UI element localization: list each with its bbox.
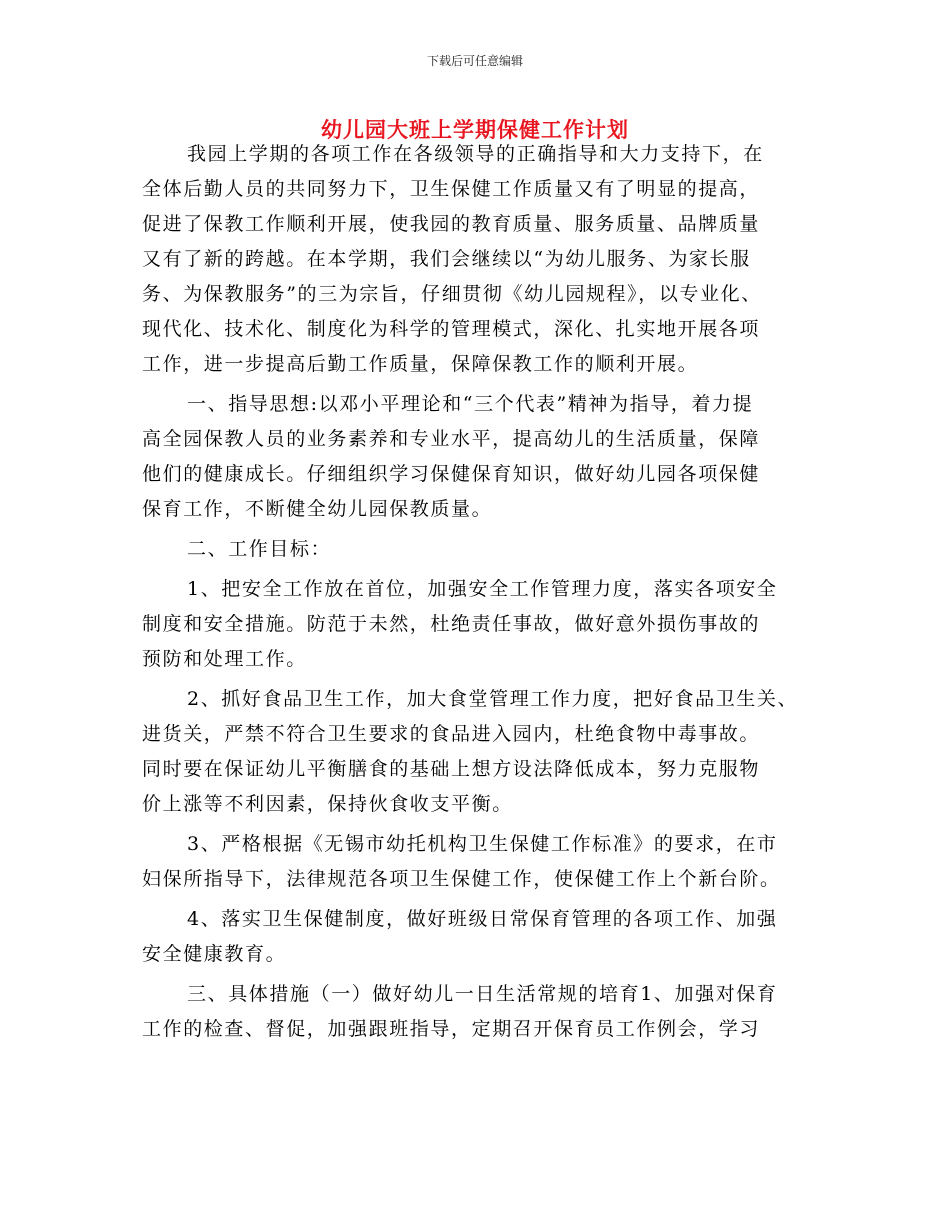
body-line: 4、落实卫生保健制度，做好班级日常保育管理的各项工作、加强 [187,908,778,930]
body-line: 高全园保教人员的业务素养和专业水平，提高幼儿的生活质量，保障 [142,428,761,450]
body-line: 预防和处理工作。 [142,648,307,670]
body-line: 工作，进一步提高后勤工作质量，保障保教工作的顺利开展。 [142,353,699,375]
header-note: 下载后可任意编辑 [426,54,523,68]
body-line: 同时要在保证幼儿平衡膳食的基础上想方设法降低成本，努力克服物 [142,758,761,780]
body-line: 一、指导思想:以邓小平理论和“三个代表”精神为指导，着力提 [187,393,754,415]
document-title: 幼儿园大班上学期保健工作计划 [321,117,629,142]
body-line: 他们的健康成长。仔细组织学习保健保育知识，做好幼儿园各项保健 [142,463,761,485]
body-line: 价上涨等不利因素，保持伙食收支平衡。 [142,793,513,815]
body-line: 促进了保教工作顺利开展，使我园的教育质量、服务质量、品牌质量 [142,213,761,235]
body-line: 又有了新的跨越。在本学期，我们会继续以“为幼儿服务、为家长服 [142,248,751,270]
body-line: 保育工作，不断健全幼儿园保教质量。 [142,498,493,520]
body-line: 我园上学期的各项工作在各级领导的正确指导和大力支持下，在 [187,143,764,165]
body-line: 三、具体措施（一）做好幼儿一日生活常规的培育1、加强对保育 [187,983,778,1005]
body-line: 进货关，严禁不符合卫生要求的食品进入园内，杜绝食物中毒事故。 [142,723,761,745]
body-line: 工作的检查、督促，加强跟班指导，定期召开保育员工作例会，学习 [142,1018,761,1040]
body-line: 全体后勤人员的共同努力下，卫生保健工作质量又有了明显的提高， [142,178,761,200]
body-line: 2、抓好食品卫生工作，加大食堂管理工作力度，把好食品卫生关、 [187,688,799,710]
section-heading: 二、工作目标： [187,538,332,560]
body-line: 务、为保教服务”的三为宗旨，仔细贯彻《幼儿园规程》，以专业化、 [142,283,762,305]
body-line: 1、把安全工作放在首位，加强安全工作管理力度，落实各项安全 [187,578,778,600]
body-line: 安全健康教育。 [142,943,287,965]
body-line: 制度和安全措施。防范于未然，杜绝责任事故，做好意外损伤事故的 [142,613,761,635]
body-line: 现代化、技术化、制度化为科学的管理模式，深化、扎实地开展各项 [142,318,761,340]
body-line: 妇保所指导下，法律规范各项卫生保健工作，使保健工作上个新台阶。 [142,868,781,890]
body-line: 3、严格根据《无锡市幼托机构卫生保健工作标准》的要求，在市 [187,833,778,855]
